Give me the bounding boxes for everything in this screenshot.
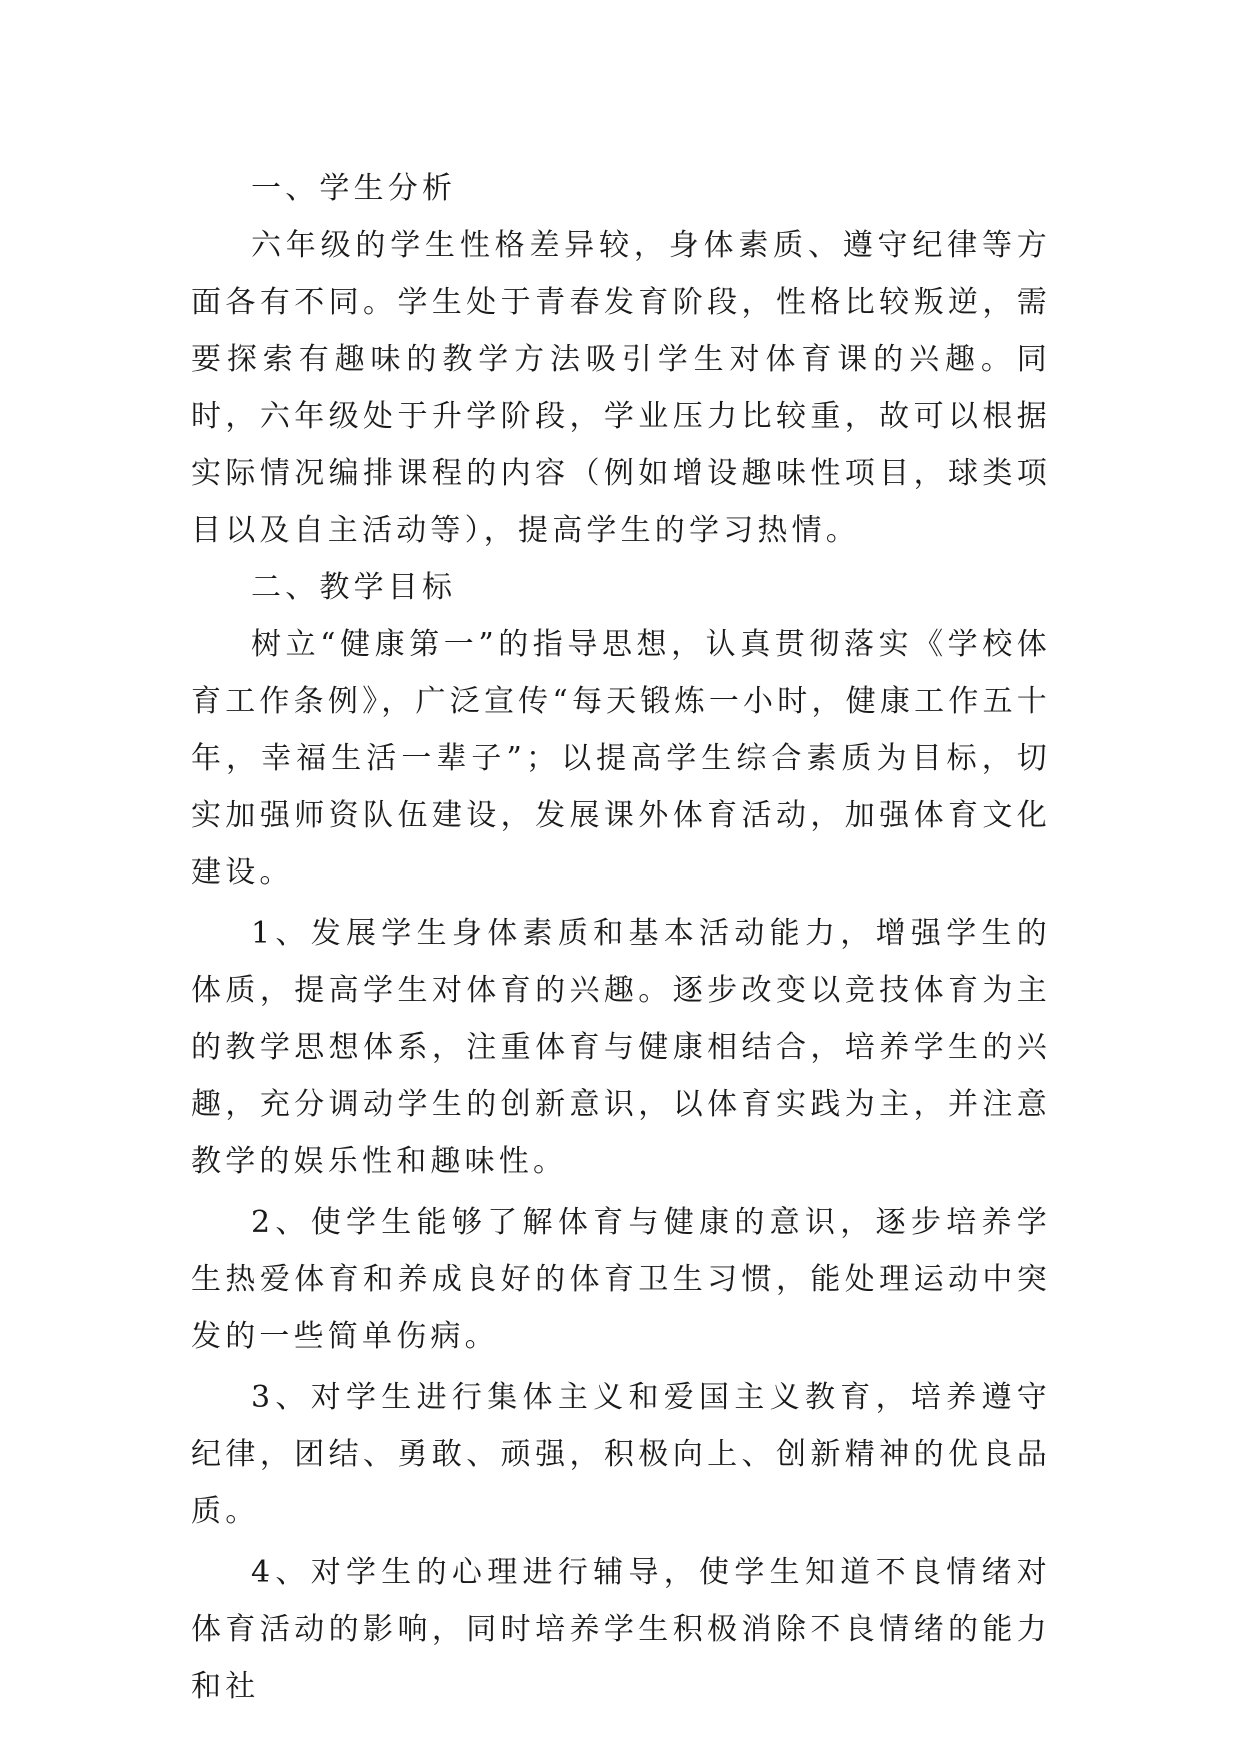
goal-item-1: 1、发展学生身体素质和基本活动能力，增强学生的体质，提高学生对体育的兴趣。逐步改变以竞技体育为主的教学思想体系，注重体育与健康相结合，培养学生的兴趣，充分调动学生的创新意识，以体育实践为主，并注意教学的娱乐性和趣味性。 [191,916,1051,1179]
document-body [191,160,1051,1715]
paragraph-teaching-goals: 树立“健康第一”的指导思想，认真贯彻落实《学校体育工作条例》，广泛宣传“每天锻炼一小时，健康工作五十年，幸福生活一辈子”；以提高学生综合素质为目标，切实加强师资队伍建设，发展课外体育活动，加强体育文化建设。 [191,627,1051,890]
goal-item-2: 2、使学生能够了解体育与健康的意识，逐步培养学生热爱体育和养成良好的体育卫生习惯，能处理运动中突发的一些简单伤病。 [191,1205,1051,1354]
section-heading-teaching-goals: 二、教学目标 [251,570,457,605]
goal-item-3: 3、对学生进行集体主义和爱国主义教育，培养遵守纪律，团结、勇敢、顽强，积极向上、创新精神的优良品质。 [191,1380,1051,1529]
goal-item-4: 4、对学生的心理进行辅导，使学生知道不良情绪对体育活动的影响，同时培养学生积极消除不良情绪的能力和社 [191,1555,1051,1704]
paragraph-student-analysis: 六年级的学生性格差异较，身体素质、遵守纪律等方面各有不同。学生处于青春发育阶段，性格比较叛逆，需要探索有趣味的教学方法吸引学生对体育课的兴趣。同时，六年级处于升学阶段，学业压力比较重，故可以根据实际情况编排课程的内容（例如增设趣味性项目，球类项目以及自主活动等），提高学生的学习热情。 [191,228,1051,548]
section-heading-student-analysis: 一、学生分析 [251,171,457,206]
